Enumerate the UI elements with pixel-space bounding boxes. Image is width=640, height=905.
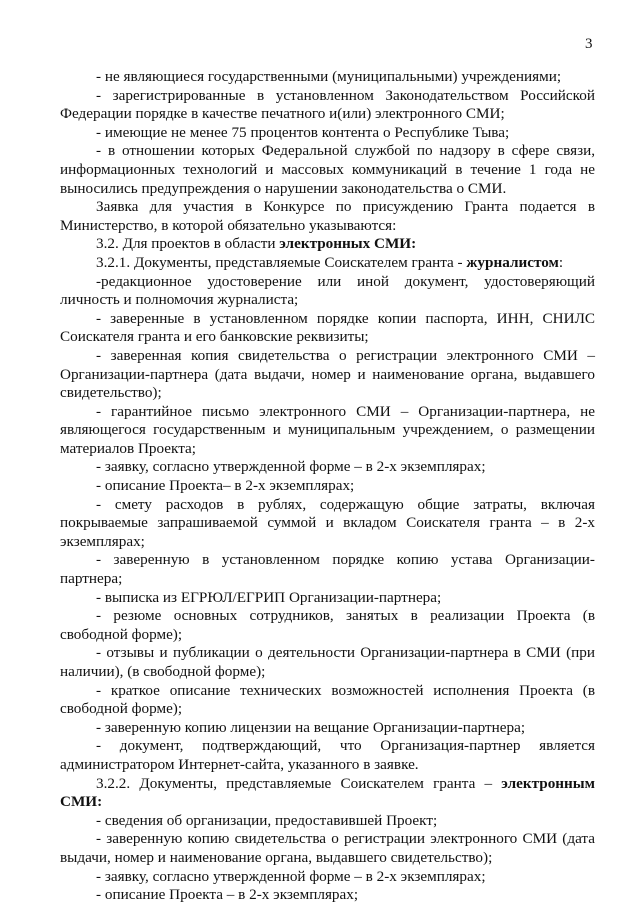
- list-item: - заверенная копия свидетельства о регистрации электронного СМИ – Организации-партнера (дата выдачи, номер и наименование органа, выдавшего свидетельство);: [60, 346, 595, 402]
- list-item: - описание Проекта– в 2-х экземплярах;: [96, 477, 355, 495]
- document-body: [60, 68, 595, 905]
- list-item: - заявку, согласно утвержденной форме – в 2-х экземплярах;: [96, 867, 486, 885]
- list-item: - описание Проекта – в 2-х экземплярах;: [96, 886, 359, 904]
- list-item: - выписка из ЕГРЮЛ/ЕГРИП Организации-партнера;: [96, 588, 442, 606]
- list-item: -редакционное удостоверение или иной документ, удостоверяющий личность и полномочия журналиста;: [60, 272, 595, 309]
- list-item: - заверенную копию лицензии на вещание Организации-партнера;: [96, 718, 526, 736]
- heading-punct: :: [411, 235, 417, 253]
- list-item: - имеющие не менее 75 процентов контента о Республике Тыва;: [96, 123, 510, 141]
- heading-text: 3.2. Для проектов в области: [96, 235, 280, 253]
- list-item: - заявку, согласно утвержденной форме – в 2-х экземплярах;: [96, 458, 486, 476]
- list-item: - отзывы и публикации о деятельности Организации-партнера в СМИ (при наличии), (в свободной форме);: [60, 644, 595, 680]
- subsection-heading: [60, 775, 595, 812]
- list-item: - заверенную копию свидетельства о регистрации электронного СМИ (дата выдачи, номер и наименование органа, выдавшего свидетельство);: [60, 830, 595, 866]
- list-item: - документ, подтверждающий, что Организация-партнер является администратором Интернет-сайта, указанного в заявке.: [60, 737, 595, 773]
- paragraph: Заявка для участия в Конкурсе по присуждению Гранта подается в Министерство, в которой обязательно указываются:: [60, 198, 595, 234]
- list-item: - заверенную в установленном порядке копию устава Организации-партнера;: [60, 551, 595, 588]
- list-item: - заверенные в установленном порядке копии паспорта, ИНН, СНИЛС Соискателя гранта и его банковские реквизиты;: [60, 309, 595, 346]
- heading-punct: :: [97, 793, 103, 811]
- page-number: 3: [585, 36, 593, 52]
- list-item: - сведения об организации, предоставившей Проект;: [96, 811, 438, 829]
- list-item: - резюме основных сотрудников, занятых в реализации Проекта (в свободной форме);: [60, 607, 595, 643]
- list-item: - не являющиеся государственными (муниципальными) учреждениями;: [96, 68, 562, 85]
- list-item: - краткое описание технических возможностей исполнения Проекта (в свободной форме);: [60, 681, 595, 718]
- list-item: - в отношении которых Федеральной службой по надзору в сфере связи, информационных технологий и массовых коммуникаций в течение 1 года не выносились предупреждения о нарушении законодательства о СМИ.: [60, 142, 595, 197]
- heading-bold-text: журналистом: [466, 253, 559, 271]
- heading-text: 3.2.1. Документы, представляемые Соискателем гранта -: [96, 253, 467, 271]
- list-item: - смету расходов в рублях, содержащую общие затраты, включая покрываемые запрашиваемой суммой и вкладом Соискателя гранта – в 2-х экземплярах;: [60, 495, 595, 550]
- heading-punct: :: [558, 253, 564, 271]
- heading-bold-text: электронных СМИ: [279, 235, 412, 253]
- list-item: - гарантийное письмо электронного СМИ – Организации-партнера, не являющегося государственным и муниципальным учреждением, о размещении материалов Проекта;: [60, 402, 595, 457]
- section-heading: [60, 235, 595, 254]
- list-item: - зарегистрированные в установленном Законодательством Российской Федерации порядке в качестве печатного и(или) электронного СМИ;: [60, 86, 595, 123]
- subsection-heading: [60, 254, 595, 273]
- heading-bold-text: электронным СМИ: [60, 774, 595, 811]
- heading-text: 3.2.2. Документы, представляемые Соискателем гранта –: [96, 774, 502, 792]
